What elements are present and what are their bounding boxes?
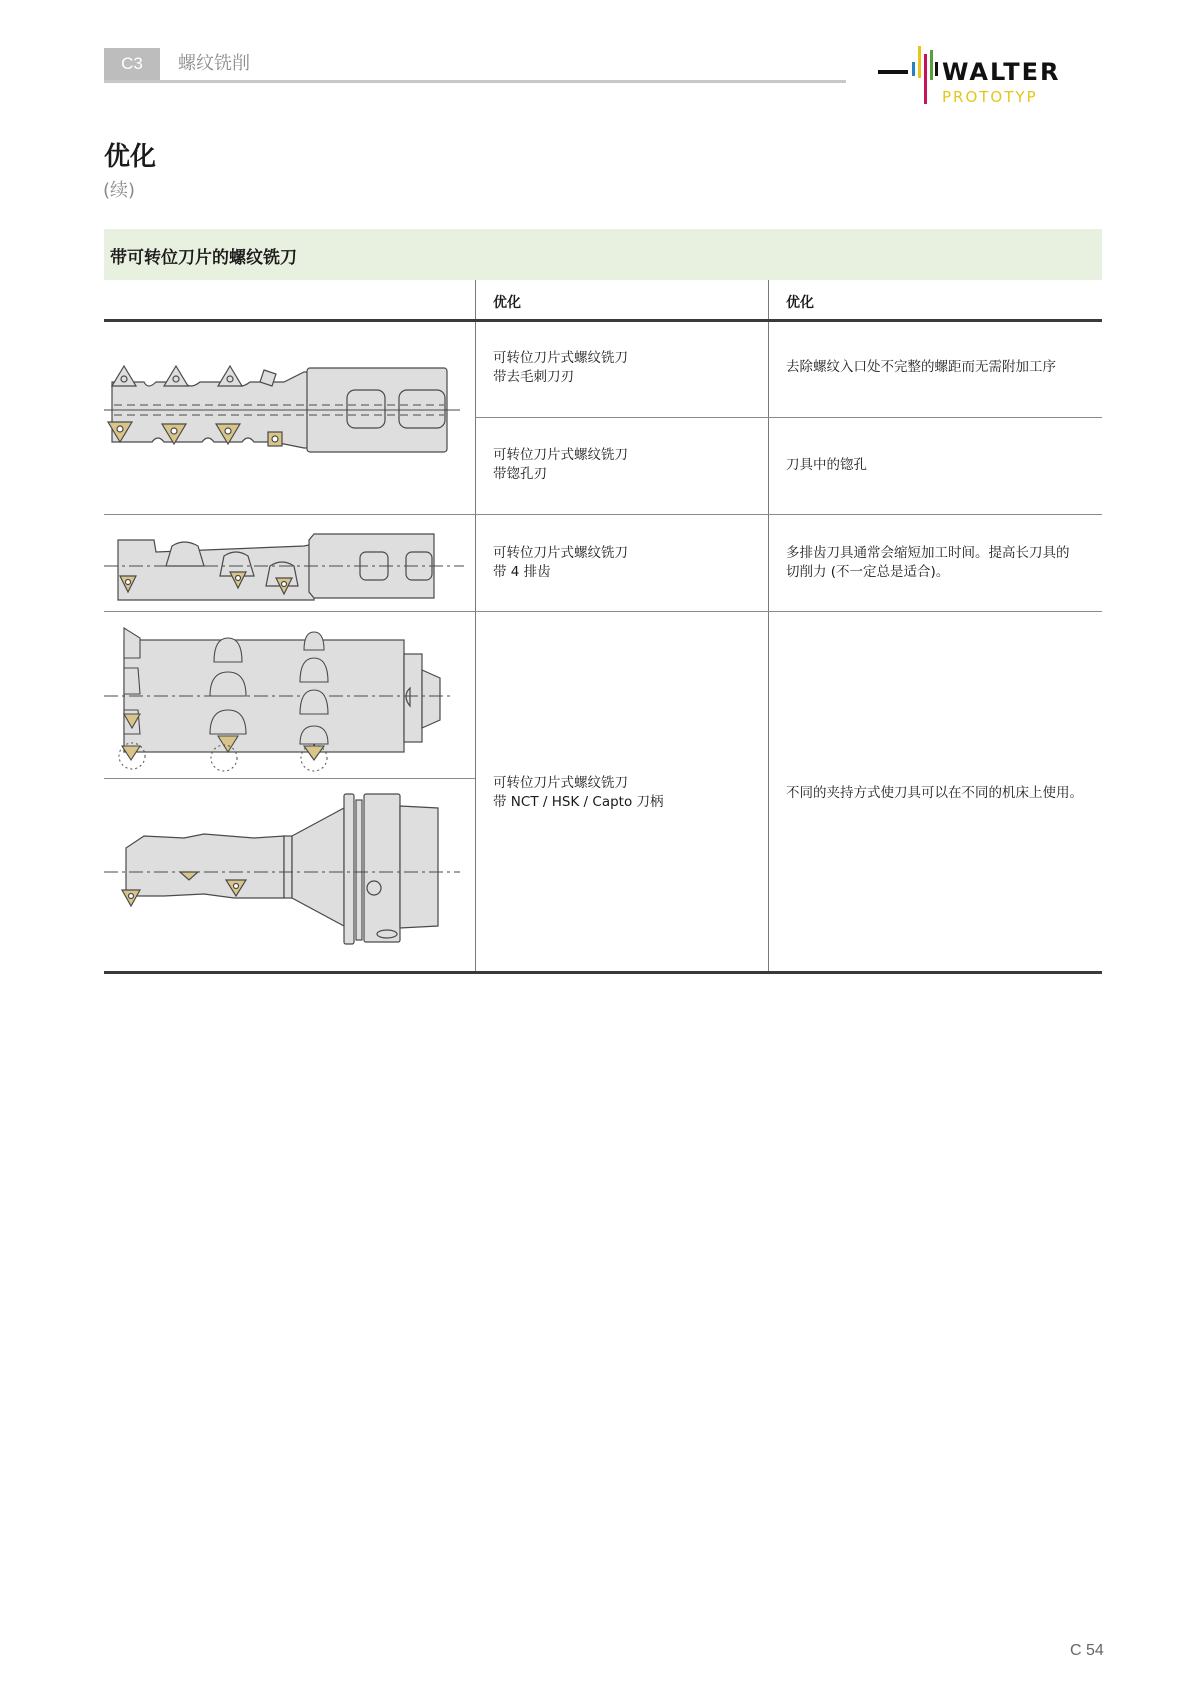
- table-row-2-tool: [493, 446, 628, 484]
- row-divider: [104, 514, 1102, 515]
- table-row-4-tool: [493, 774, 664, 812]
- column-header-benefit: 优化: [786, 295, 814, 311]
- page-title: 优化: [104, 142, 157, 172]
- svg-text:WALTER: WALTER: [942, 58, 1061, 86]
- tool-line: 带 NCT / HSK / Capto 刀柄: [493, 794, 664, 810]
- table-row-1-tool: [493, 349, 628, 387]
- table-row-4-benefit: 不同的夹持方式使刀具可以在不同的机床上使用。: [786, 785, 1083, 801]
- header-rule: [104, 80, 846, 83]
- section-title: 螺纹铣削: [178, 53, 250, 74]
- image-divider: [104, 778, 475, 779]
- row-divider: [104, 611, 1102, 612]
- walter-prototyp-logo: [878, 44, 1108, 108]
- page-number: C 54: [1070, 1642, 1104, 1659]
- row-divider: [475, 417, 1102, 418]
- table-row-3-benefit: [786, 544, 1070, 582]
- page-subtitle: (续): [103, 180, 136, 201]
- header-rule-thick: [104, 319, 1102, 322]
- table-row-3-tool: [493, 544, 628, 582]
- tool-line: 可转位刀片式螺纹铣刀: [493, 447, 628, 463]
- tool-line: 可转位刀片式螺纹铣刀: [493, 545, 628, 561]
- table-row-2-benefit: 刀具中的锪孔: [786, 457, 867, 473]
- thread-mill-nct-drawing: [104, 618, 464, 778]
- thread-mill-4-rows-drawing: [104, 526, 464, 610]
- tool-line: 带 4 排齿: [493, 564, 551, 580]
- section-code-badge: C3: [104, 48, 160, 80]
- tool-line: 带锪孔刃: [493, 466, 547, 482]
- svg-text:PROTOTYP: PROTOTYP: [942, 88, 1038, 106]
- table-section-title: 带可转位刀片的螺纹铣刀: [110, 248, 297, 268]
- thread-mill-deburring-drawing: [104, 360, 464, 464]
- column-header-tool: 优化: [493, 295, 521, 311]
- column-divider: [768, 280, 769, 972]
- tool-line: 可转位刀片式螺纹铣刀: [493, 350, 628, 366]
- thread-mill-hsk-drawing: [104, 786, 464, 970]
- column-divider: [475, 280, 476, 972]
- table-row-1-benefit: 去除螺纹入口处不完整的螺距而无需附加工序: [786, 359, 1056, 375]
- logo-dash-icon: [878, 70, 908, 74]
- benefit-line: 切削力 (不一定总是适合)。: [786, 564, 950, 580]
- tool-line: 可转位刀片式螺纹铣刀: [493, 775, 628, 791]
- table-bottom-rule: [104, 971, 1102, 974]
- benefit-line: 多排齿刀具通常会缩短加工时间。提高长刀具的: [786, 545, 1070, 561]
- tool-line: 带去毛刺刀刃: [493, 369, 574, 385]
